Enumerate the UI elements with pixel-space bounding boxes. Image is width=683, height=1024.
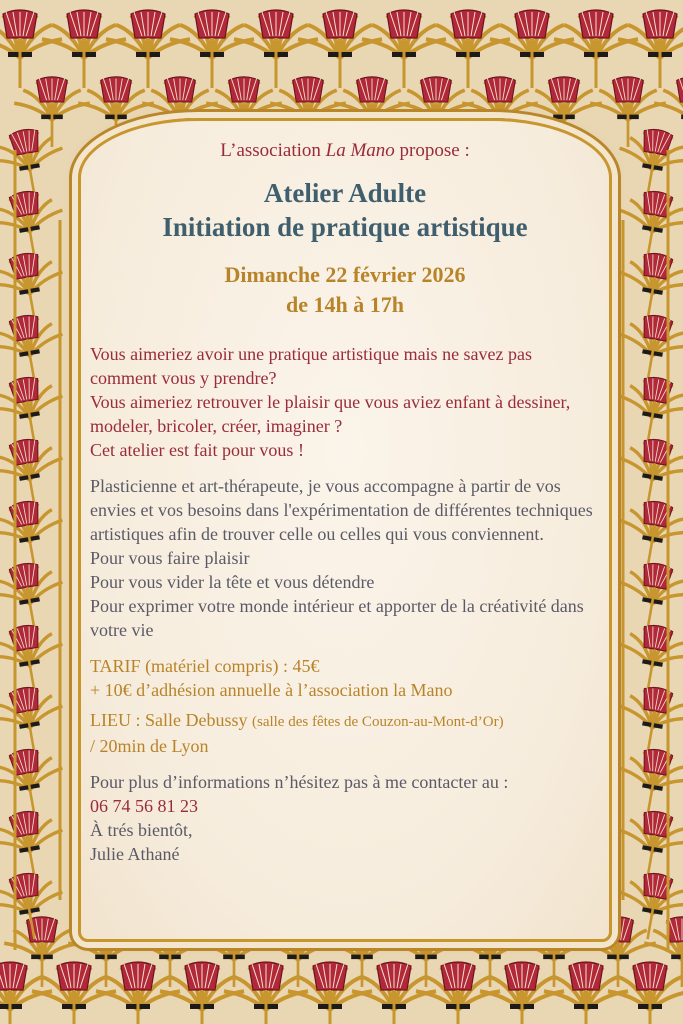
title-line-2: Initiation de pratique artistique	[162, 212, 528, 242]
flyer-content	[90, 140, 600, 866]
contact-line: Pour plus d’informations n’hésitez pas à me contacter au :	[90, 772, 509, 792]
tarif-line: TARIF (matériel compris) : 45€	[90, 656, 320, 676]
fan-motif	[426, 10, 510, 88]
invitation-line: Vous aimeriez avoir une pratique artistique mais ne savez pas comment vous y prendre?	[90, 344, 533, 388]
description-line: Pour vous faire plaisir	[90, 548, 250, 568]
closing-line: À trés bientôt,	[90, 820, 193, 840]
phone-number: 06 74 56 81 23	[90, 796, 198, 816]
fan-motif	[42, 10, 126, 88]
fan-motif	[612, 124, 683, 202]
contact-block	[90, 770, 600, 866]
distance-line: / 20min de Lyon	[90, 736, 209, 756]
fan-motif	[490, 10, 574, 88]
fan-motif	[170, 10, 254, 88]
invitation-line: Cet atelier est fait pour vous !	[90, 440, 304, 460]
fan-motif	[298, 10, 382, 88]
description-block	[90, 474, 600, 642]
pricing-block	[90, 654, 600, 702]
description-paragraph: Plasticienne et art-thérapeute, je vous accompagne à partir de vos envies et vos besoins dans l'expérimentation de différentes techniques artistiques afin de trouver celle ou celles qui vous conviennent.	[90, 476, 593, 544]
location-line: LIEU : Salle Debussy (salle des fêtes de Couzon-au-Mont-d’Or)	[90, 710, 504, 730]
intro-line: L’association La Mano propose :	[220, 140, 470, 161]
invitation-block	[90, 342, 600, 462]
description-line: Pour exprimer votre monde intérieur et apporter de la créativité dans votre vie	[90, 596, 584, 640]
event-date: Dimanche 22 février 2026 de 14h à 17h	[224, 262, 466, 317]
adhesion-line: + 10€ d’adhésion annuelle à l’association la Mano	[90, 680, 453, 700]
fan-motif	[234, 10, 318, 88]
fan-motif	[106, 10, 190, 88]
invitation-line: Vous aimeriez retrouver le plaisir que vous aviez enfant à dessiner, modeler, bricoler, créer, imaginer ?	[90, 392, 571, 436]
fan-motif	[554, 10, 638, 88]
fan-motif	[362, 10, 446, 88]
title-line-1: Atelier Adulte	[263, 178, 427, 208]
fan-motif	[0, 124, 70, 202]
signature: Julie Athané	[90, 844, 180, 864]
association-name: La Mano	[325, 140, 395, 161]
description-line: Pour vous vider la tête et vous détendre	[90, 572, 375, 592]
location-block	[90, 708, 600, 758]
